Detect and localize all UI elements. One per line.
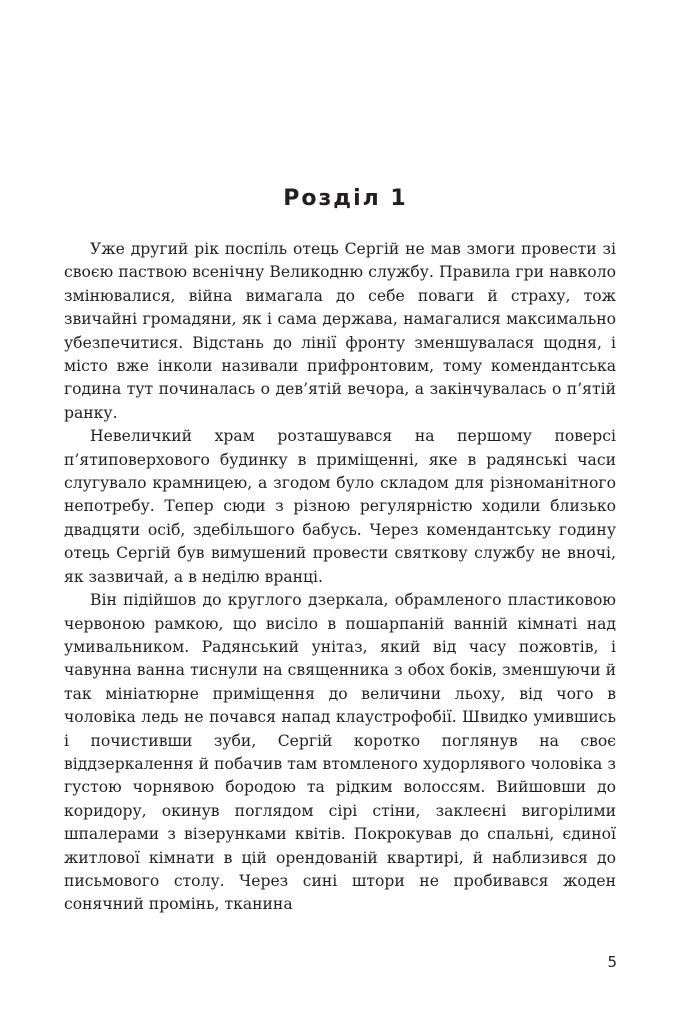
chapter-body <box>64 238 616 917</box>
paragraph: Він підійшов до круглого дзеркала, обрамленого пластиковою червоною рамкою, що висіло в пошарпаній ванній кімнаті над умивальником. Радянський унітаз, який від часу пожовтів, і чавунна ванна тиснули на священника з обох боків, зменшуючи й так мініатюрне приміщення до величини льоху, від чого в чоловіка ледь не почався напад клаустрофобії. Швидко умившись і почистивши зуби, Сергій коротко поглянув на своє віддзеркалення й побачив там втомленого худорлявого чоловіка з густою чорнявою бородою та рідким волоссям. Вийшовши до коридору, окинув поглядом сірі стіни, заклеєні вигорілими шпалерами з візерунками квітів. Покрокував до спальні, єдиної житлової кімнати в цій орендованій квартирі, й наблизився до письмового столу. Через сині штори не пробивався жоден сонячний промінь, тканина <box>64 591 616 914</box>
paragraph: Уже другий рік поспіль отець Сергій не мав змоги провести зі своєю паствою всенічну Великодню службу. Правила гри навколо змінювалися, війна вимагала до себе поваги й страху, тож звичайні громадяни, як і сама держава, намагалися максимально убезпечитися. Відстань до лінії фронту зменшувалася щодня, і місто вже інколи називали прифронтовим, тому комендантська година тут починалась о дев’ятій вечора, а закінчувалась о п’ятій ранку. <box>64 240 616 422</box>
chapter-title: Розділ 1 <box>283 186 408 211</box>
page-number: 5 <box>607 953 617 971</box>
paragraph: Невеличкий храм розташувався на першому поверсі п’ятиповерхового будинку в приміщенні, яке в радянські часи слугувало крамницею, а згодом було складом для різноманітного непотребу. Тепер сюди з різною регулярністю ходили близько двадцяти осіб, здебільшого бабусь. Через комендантську годину отець Сергій був вимушений провести святкову службу не вночі, як зазвичай, а в неділю вранці. <box>64 427 616 586</box>
